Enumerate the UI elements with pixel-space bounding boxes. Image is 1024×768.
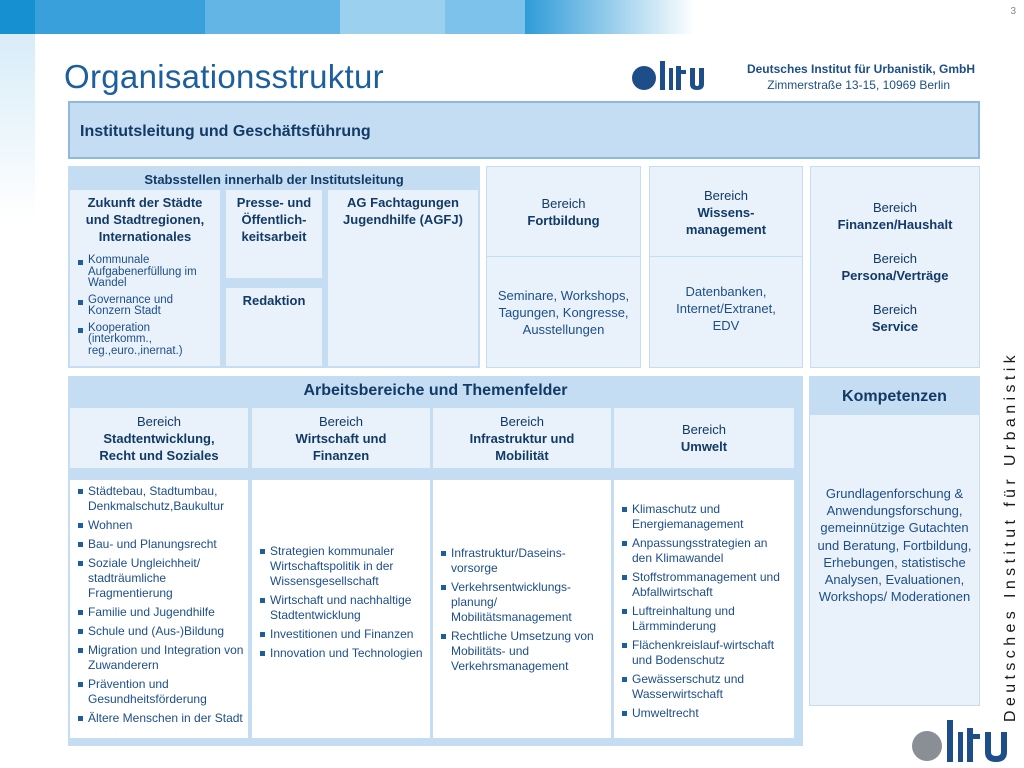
page-title: Organisationsstruktur: [64, 58, 384, 95]
bereich-entry: [811, 301, 979, 335]
desc-line: Seminare, Workshops,: [497, 288, 630, 303]
list-item: Soziale Ungleichheit/ stadträumliche Fragmentierung: [78, 556, 244, 601]
bereich-label: Bereich: [703, 188, 749, 203]
bereich-name: Service: [871, 319, 919, 334]
list-item: Umweltrecht: [622, 706, 790, 721]
list-item: Gewässerschutz und Wasserwirtschaft: [622, 672, 790, 702]
themen-list: [260, 544, 426, 661]
list-item: Wirtschaft und nachhaltige Stadtentwicklung: [260, 593, 426, 623]
list-item: Kooperation (interkomm., reg.,euro.,inernat.): [78, 323, 216, 358]
title-line: keitsarbeit: [241, 229, 307, 244]
list-item: Bau- und Planungsrecht: [78, 537, 244, 552]
list-item: Ältere Menschen in der Stadt: [78, 711, 244, 726]
title-line: und Stadtregionen,: [85, 212, 205, 227]
column-header-wirtschaft: [252, 408, 430, 468]
column-body-umwelt: [614, 480, 794, 738]
vertical-institute-name: Deutsches Institut für Urbanistik: [1002, 350, 1019, 722]
kompetenzen-box: [809, 376, 980, 706]
column-body-wirtschaft: [252, 480, 430, 738]
bereich-wissensmanagement: [649, 166, 803, 368]
title-line: Öffentlich-: [241, 212, 307, 227]
bereich-label: Bereich: [872, 251, 918, 266]
bereich-description: [650, 257, 802, 334]
banner-segment: [35, 0, 205, 34]
list-item: Infrastruktur/Daseins-vorsorge: [441, 546, 607, 576]
bereich-name: management: [685, 222, 767, 237]
organization-address: Zimmerstraße 13-15, 10969 Berlin: [767, 78, 950, 92]
list-item: Stoffstrommanagement und Abfallwirtschaft: [622, 570, 790, 600]
banner-segment: [445, 0, 525, 34]
slide-number: 3: [1010, 6, 1016, 17]
arbeitsbereiche-heading: Arbeitsbereiche und Themenfelder: [303, 382, 568, 399]
bereich-name: Wirtschaft und: [295, 431, 387, 446]
banner-segment: [0, 0, 35, 34]
list-item: Migration und Integration von Zuwanderern: [78, 643, 244, 673]
desc-line: Internet/Extranet,: [676, 301, 776, 316]
title-line: Presse- und: [236, 195, 312, 210]
bereich-entry: [811, 250, 979, 284]
title-line: AG Fachtagungen: [347, 195, 459, 210]
banner-segment: [205, 0, 340, 34]
list-item: Innovation und Technologien: [260, 646, 426, 661]
stabsstellen-box: [68, 166, 480, 368]
bereich-label: Bereich: [136, 414, 182, 429]
redaktion-card: [226, 288, 322, 366]
leitung-box: [68, 101, 980, 159]
bereich-label: Bereich: [499, 414, 545, 429]
agfj-title: [328, 190, 478, 228]
title-line: Zukunft der Städte: [87, 195, 203, 210]
bereich-name: Finanzen/Haushalt: [837, 217, 953, 232]
bereich-name: Mobilität: [495, 448, 549, 463]
difu-logo-footer: [910, 718, 1018, 766]
list-item: Flächenkreislauf-wirtschaft und Bodenschutz: [622, 638, 790, 668]
list-item: Schule und (Aus-)Bildung: [78, 624, 244, 639]
bereich-name: Wissens-: [697, 205, 755, 220]
themen-list: [441, 546, 607, 674]
bereich-verwaltung: [810, 166, 980, 368]
bereich-name: Umwelt: [680, 439, 728, 454]
desc-line: Tagungen, Kongresse,: [498, 305, 629, 320]
kompetenzen-text: Grundlagenforschung & Anwendungsforschung, gemeinnützige Gutachten und Beratung, Fortbildung, Erhebungen, statistische Analysen, Evaluationen, Workshops/ Moderationen: [817, 486, 972, 605]
left-accent-bar: [0, 34, 35, 222]
list-item: Klimaschutz und Energiemanagement: [622, 502, 790, 532]
bereich-label: Bereich: [541, 196, 586, 211]
leitung-label: Institutsleitung und Geschäftsführung: [80, 123, 371, 140]
zukunft-card: [70, 190, 220, 366]
bereich-header: [650, 167, 802, 257]
list-item: Strategien kommunaler Wirtschaftspolitik in der Wissensgesellschaft: [260, 544, 426, 589]
list-item: Investitionen und Finanzen: [260, 627, 426, 642]
list-item: Verkehrsentwicklungs-planung/ Mobilitätsmanagement: [441, 580, 607, 625]
bereich-label: Bereich: [872, 200, 918, 215]
list-item: Familie und Jugendhilfe: [78, 605, 244, 620]
kompetenzen-heading: Kompetenzen: [810, 377, 979, 415]
bereich-name: Finanzen: [312, 448, 370, 463]
bereich-description: [487, 257, 640, 338]
agfj-card: [328, 190, 478, 366]
list-item: Prävention und Gesundheitsförderung: [78, 677, 244, 707]
column-header-stadtentwicklung: [70, 408, 248, 468]
list-item: Luftreinhaltung und Lärmminderung: [622, 604, 790, 634]
bereich-label: Bereich: [681, 422, 727, 437]
list-item: Wohnen: [78, 518, 244, 533]
banner-segment: [340, 0, 445, 34]
bereich-name: Persona/Verträge: [841, 268, 949, 283]
presse-title: [226, 190, 322, 245]
column-header-umwelt: [614, 408, 794, 468]
bereich-header: [487, 167, 640, 257]
bereich-name: Stadtentwicklung,: [103, 431, 215, 446]
zukunft-title: [70, 190, 220, 245]
column-body-infrastruktur: [433, 480, 611, 738]
bereich-label: Bereich: [318, 414, 364, 429]
bereich-entry: [811, 199, 979, 233]
column-header-infrastruktur: [433, 408, 611, 468]
bereich-label: Bereich: [872, 302, 918, 317]
desc-line: EDV: [712, 318, 740, 333]
organization-name: Deutsches Institut für Urbanistik, GmbH: [746, 62, 975, 76]
arbeitsbereiche-box: [68, 376, 803, 746]
bereich-name: Fortbildung: [527, 213, 600, 228]
bereich-fortbildung: [486, 166, 641, 368]
banner-gradient: [525, 0, 695, 34]
list-item: Städtebau, Stadtumbau, Denkmalschutz,Baukultur: [78, 484, 244, 514]
title-line: Internationales: [98, 229, 192, 244]
list-item: Rechtliche Umsetzung von Mobilitäts- und Verkehrsmanagement: [441, 629, 607, 674]
redaktion-title: Redaktion: [242, 293, 306, 308]
bereich-name: Infrastruktur und: [469, 431, 575, 446]
desc-line: Ausstellungen: [522, 322, 605, 337]
list-item: Kommunale Aufgabenerfüllung im Wandel: [78, 255, 216, 290]
list-item: Anpassungsstrategien an den Klimawandel: [622, 536, 790, 566]
bereich-name: Recht und Soziales: [99, 448, 219, 463]
stabsstellen-heading: Stabsstellen innerhalb der Institutsleitung: [144, 172, 404, 187]
list-item: Governance und Konzern Stadt: [78, 295, 216, 318]
presse-card: [226, 190, 322, 278]
themen-list: [78, 484, 244, 726]
zukunft-list: [78, 255, 216, 357]
column-body-stadtentwicklung: [70, 480, 248, 738]
desc-line: Datenbanken,: [685, 284, 767, 299]
title-line: Jugendhilfe (AGFJ): [343, 212, 463, 227]
themen-list: [622, 502, 790, 721]
